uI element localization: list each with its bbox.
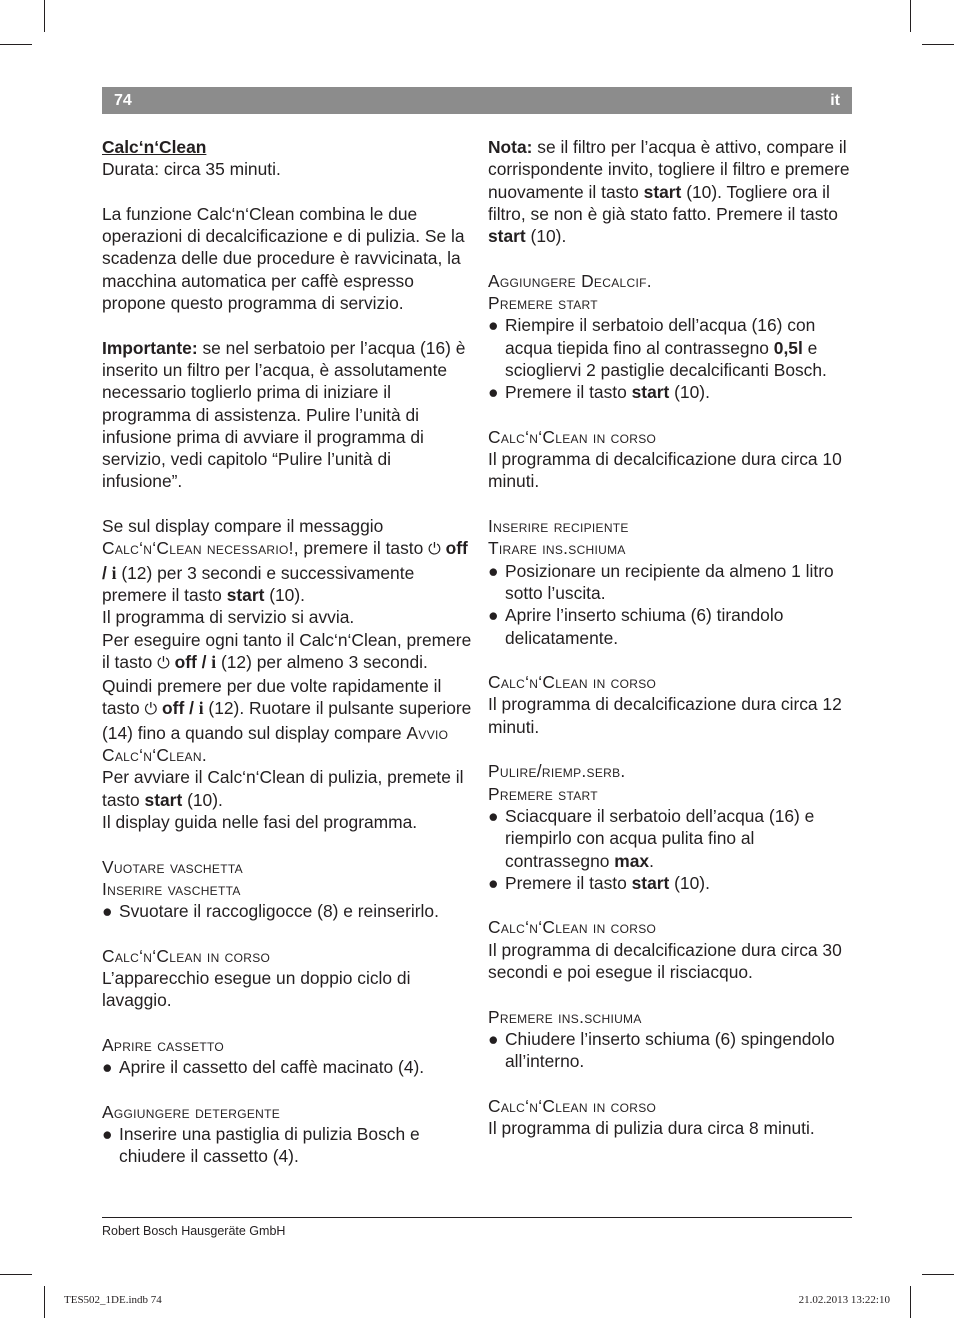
display-heading: Calc‘n‘Clean in corso — [488, 1095, 657, 1116]
display-heading: Aggiungere Decalcif. — [488, 270, 652, 291]
right-column — [488, 136, 854, 1139]
service-start-text: Il programma di servizio si avvia. — [102, 607, 355, 628]
display-heading: Aprire cassetto — [102, 1034, 225, 1055]
crop-mark — [922, 44, 954, 45]
power-symbol-icon: ⏻ — [428, 541, 441, 559]
crop-mark — [0, 44, 32, 45]
list-item: ● Aprire il cassetto del caffè macinato (4). — [102, 1057, 425, 1078]
display-message: Calc‘n‘Clean necessario! — [102, 538, 294, 559]
page-header — [102, 87, 852, 114]
language-code: it — [830, 92, 840, 109]
footer-company: Robert Bosch Hausgeräte GmbH — [102, 1224, 286, 1238]
body-text: Il programma di pulizia dura circa 8 minuti. — [488, 1118, 815, 1139]
left-column — [102, 136, 472, 1168]
crop-mark — [910, 1286, 911, 1318]
display-heading: Premere ins.schiuma — [488, 1006, 642, 1027]
list-item: ● Premere il tasto start (10). — [488, 872, 710, 893]
crop-mark — [922, 1274, 954, 1275]
intro-paragraph: La funzione Calc‘n‘Clean combina le due operazioni di decalcificazione e di pulizia. Se la scadenza delle due procedure è ravvicinata, la macchina automatica per caffè espresso propone questo programma di servizio. — [102, 203, 465, 314]
duration-text: Durata: circa 35 minuti. — [102, 159, 281, 180]
list-item: ● Chiudere l’inserto schiuma (6) spingendolo all’interno. — [488, 1028, 835, 1072]
display-heading: Aggiungere detergente — [102, 1101, 281, 1122]
display-message: Avvio Calc‘n‘Clean — [102, 722, 449, 766]
info-i-icon: i — [211, 651, 217, 672]
list-item: ● Premere il tasto start (10). — [488, 382, 710, 403]
display-heading: Tirare ins.schiuma — [488, 538, 626, 559]
power-symbol-icon: ⏻ — [157, 654, 170, 672]
body-text: Il programma di decalcificazione dura circa 12 minuti. — [488, 694, 842, 737]
display-heading: Calc‘n‘Clean in corso — [488, 672, 657, 693]
display-heading: Premere start — [488, 293, 598, 314]
body-text: L’apparecchio esegue un doppio ciclo di lavaggio. — [102, 967, 411, 1011]
display-heading: Vuotare vaschetta — [102, 856, 243, 877]
page-number: 74 — [114, 92, 132, 109]
important-paragraph: Importante: se nel serbatoio per l’acqua (16) è inserito un filtro per l’acqua, è assolutamente necessario toglierlo prima di iniziare il programma di assistenza. Pulire l’unità di infusione prima di avviare il programma di servizio, vedi capitolo “Pulire l’unità di infusione”. — [102, 337, 466, 492]
display-heading: Pulire/riemp.serb. — [488, 761, 626, 782]
footer-divider — [102, 1217, 852, 1218]
crop-mark — [0, 1274, 32, 1275]
guide-text: Il display guida nelle fasi del programma. — [102, 811, 418, 832]
display-heading: Calc‘n‘Clean in corso — [102, 945, 271, 966]
crop-mark — [44, 1286, 45, 1318]
section-title: Calc‘n‘Clean — [102, 137, 207, 157]
display-heading: Inserire recipiente — [488, 516, 629, 537]
power-symbol-icon: ⏻ — [144, 701, 158, 719]
note-paragraph: Nota: se il filtro per l’acqua è attivo, compare il corrispondente invito, togliere il filtro e premere nuovamente il tasto start (10). Togliere ora il filtro, se non è già stato fatto. Premere il tasto start (10). — [488, 137, 850, 247]
list-item: ● Posizionare un recipiente da almeno 1 litro sotto l’uscita. — [488, 560, 834, 603]
body-text: Il programma di decalcificazione dura circa 10 minuti. — [488, 449, 842, 492]
list-item: ● Svuotare il raccogligocce (8) e reinserirlo. — [102, 901, 439, 922]
info-i-icon: i — [198, 698, 204, 719]
message-paragraph: Se sul display compare il messaggio Calc‘n‘Clean necessario!, premere il tasto ⏻ off / i (12) per 3 secondi e successivamente premere il tasto start (10). — [102, 516, 468, 605]
print-slug-datetime: 21.02.2013 13:22:10 — [798, 1294, 890, 1306]
crop-mark — [910, 0, 911, 32]
display-heading: Calc‘n‘Clean in corso — [488, 917, 657, 938]
occasional-paragraph: Per eseguire ogni tanto il Calc‘n‘Clean, premere il tasto ⏻ off / i (12) per almeno 3 secondi. Quindi premere per due volte rapidamente il tasto ⏻ off / i (12). Ruotare il pulsante superiore (14) fino a quando sul display compare Avvio Calc‘n‘Clean. — [102, 629, 472, 766]
list-item: ● Inserire una pastiglia di pulizia Bosch e chiudere il cassetto (4). — [102, 1124, 420, 1167]
info-i-icon: i — [111, 562, 117, 583]
list-item: ● Aprire l’inserto schiuma (6) tirandolo delicatamente. — [488, 605, 784, 648]
list-item: ● Sciacquare il serbatoio dell’acqua (16) e riempirlo con acqua pulita fino al contrassegno max. — [488, 805, 815, 871]
display-heading: Inserire vaschetta — [102, 878, 241, 899]
display-heading: Premere start — [488, 783, 598, 804]
list-item: ● Riempire il serbatoio dell’acqua (16) con acqua tiepida fino al contrassegno 0,5l e sciogliervi 2 pastiglie decalcificanti Bosch. — [488, 315, 827, 380]
display-heading: Calc‘n‘Clean in corso — [488, 426, 657, 447]
important-label: Importante: — [102, 337, 198, 358]
body-text: Il programma di decalcificazione dura circa 30 secondi e poi esegue il risciacquo. — [488, 939, 842, 982]
start-paragraph: Per avviare il Calc‘n‘Clean di pulizia, premete il tasto start (10). — [102, 767, 464, 810]
crop-mark — [44, 0, 45, 32]
print-slug-file: TES502_1DE.indb 74 — [64, 1294, 162, 1306]
note-label: Nota: — [488, 137, 533, 157]
